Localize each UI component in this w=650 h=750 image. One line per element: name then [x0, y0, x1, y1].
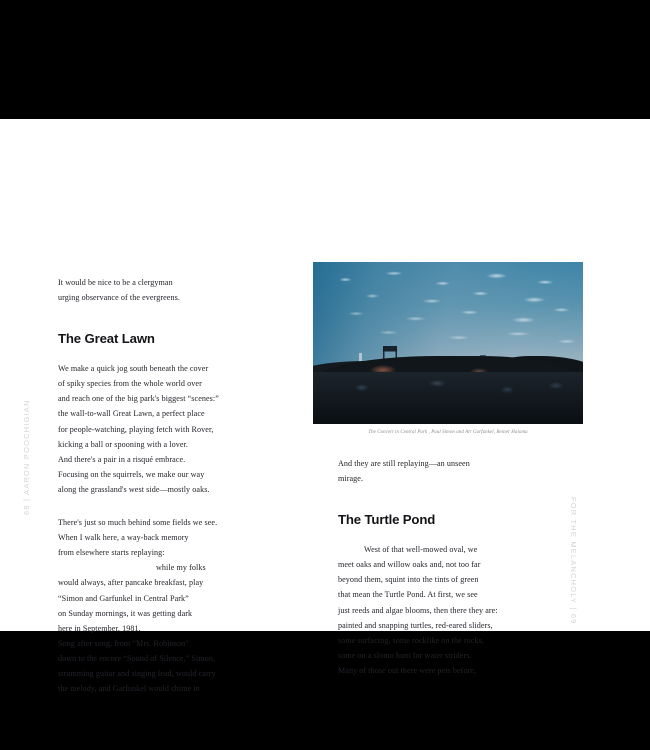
- stanza-opening: [58, 275, 258, 305]
- verse-line: Many of those out there were pets before,: [338, 665, 477, 675]
- stanza-great-lawn-two: [58, 515, 258, 696]
- verse-line: the wall-to-wall Great Lawn, a perfect place: [58, 409, 205, 419]
- verse-line: kicking a ball or spooning with a lover.: [58, 439, 188, 449]
- verse-line: of spiky species from the whole world over: [58, 379, 202, 389]
- verse-line: And there's a pair in a risqué embrace.: [58, 454, 186, 464]
- verse-line: on Sunday mornings, it was getting dark: [58, 608, 193, 618]
- stanza-great-lawn-one: [58, 361, 258, 497]
- verse-line: Song after song, from “Mrs. Robinson”: [58, 638, 189, 648]
- left-text-column: [58, 275, 258, 696]
- stanza-turtle-pond: [338, 542, 550, 678]
- verse-line: from elsewhere starts replaying:: [58, 548, 165, 558]
- verse-line: for people-watching, playing fetch with Rover,: [58, 424, 214, 434]
- verse-line: strumming guitar and singing lead, would carry: [58, 668, 216, 678]
- page-sheet: [0, 119, 650, 694]
- verse-line: mirage.: [338, 474, 364, 484]
- verse-line: here in September, 1981.: [58, 623, 141, 633]
- verse-line: the melody, and Garfunkel would chime in: [58, 684, 200, 694]
- running-head-left: 68 | AARON POOCHIGIAN: [22, 399, 31, 515]
- crowd-silhouette: [313, 372, 583, 424]
- verse-line: When I walk here, a way-back memory: [58, 533, 189, 543]
- verse-line: some on a slomo hunt for water striders.: [338, 650, 472, 660]
- verse-line: down to the encore “Sound of Silence,” Simon,: [58, 653, 216, 663]
- verse-line: beyond them, squint into the tints of green: [338, 575, 479, 585]
- figure-caption: The Concert in Central Park , Paul Simon and Art Garfunkel, Reiner Halama: [368, 430, 528, 435]
- verse-line: just reeds and algae blooms, then there they are:: [338, 605, 498, 615]
- verse-line: “Simon and Garfunkel in Central Park”: [58, 593, 189, 603]
- verse-line: There's just so much behind some fields we see.: [58, 518, 218, 528]
- verse-line-indented: while my folks: [156, 563, 206, 573]
- verse-line: that mean the Turtle Pond. At first, we see: [338, 590, 478, 600]
- section-heading-great-lawn: The Great Lawn: [58, 331, 155, 347]
- verse-line: along the grassland's west side—mostly oaks.: [58, 484, 210, 494]
- verse-line: It would be nice to be a clergyman: [58, 278, 173, 287]
- verse-line: and reach one of the big park's biggest “scenes:”: [58, 394, 219, 404]
- verse-line: Focusing on the squirrels, we make our way: [58, 469, 205, 479]
- concert-crowd-photograph: [313, 262, 583, 424]
- verse-line: some surfacing, some rocklike on the rocks,: [338, 635, 484, 645]
- figure-concert-photo: [313, 262, 583, 436]
- running-head-right: FOR THE MELANCHOLY | 69: [569, 497, 578, 625]
- stanza-continued: [338, 456, 550, 486]
- verse-line-indented: West of that well-mowed oval, we: [364, 545, 478, 555]
- right-text-column: [338, 456, 550, 678]
- verse-line: painted and snapping turtles, red-eared sliders,: [338, 620, 493, 630]
- verse-line: would always, after pancake breakfast, play: [58, 578, 204, 588]
- verse-line: meet oaks and willow oaks and, not too far: [338, 560, 481, 570]
- verse-line: We make a quick jog south beneath the cover: [58, 364, 209, 374]
- section-heading-turtle-pond: The Turtle Pond: [338, 512, 436, 528]
- verse-line: And they are still replaying—an unseen: [338, 459, 470, 468]
- verse-line: urging observance of the evergreens.: [58, 293, 180, 303]
